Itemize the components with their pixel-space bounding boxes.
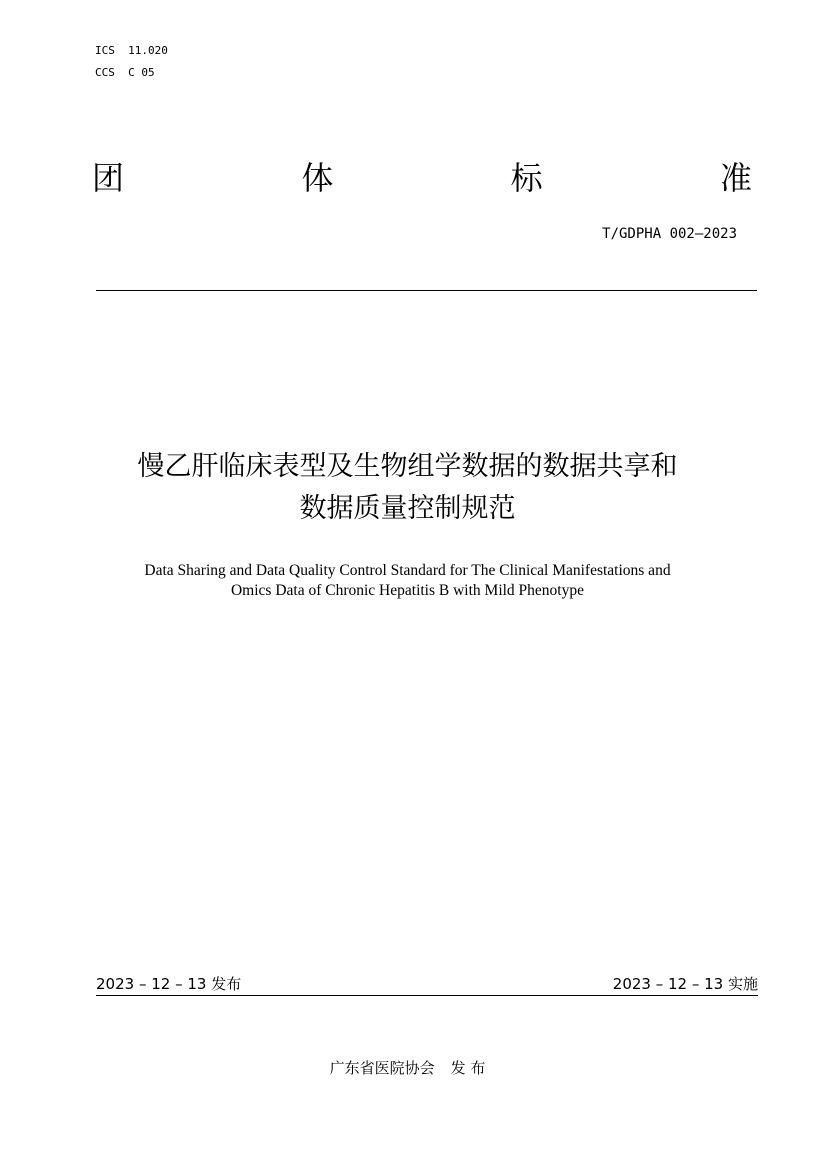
publisher-org: 广东省医院协会 <box>329 1059 435 1077</box>
top-divider <box>96 290 757 291</box>
publisher-line <box>0 1057 815 1078</box>
standard-type-heading <box>92 158 752 198</box>
english-title-line-2: Omics Data of Chronic Hepatitis B with Mild Phenotype <box>230 582 584 599</box>
standard-number: T/GDPHA 002—2023 <box>602 226 737 242</box>
publisher-action: 发 布 <box>450 1059 486 1077</box>
english-title-line-1: Data Sharing and Data Quality Control Standard for The Clinical Manifestations and <box>144 562 671 579</box>
chinese-title-line-1: 慢乙肝临床表型及生物组学数据的数据共享和 <box>137 451 678 482</box>
bottom-divider <box>96 995 758 996</box>
english-title <box>60 561 755 601</box>
std-type-char-1: 团 <box>92 159 125 197</box>
std-type-char-3: 标 <box>510 159 543 197</box>
ccs-code: CCS C 05 <box>95 66 155 79</box>
classification-codes <box>95 40 168 84</box>
chinese-title <box>60 446 755 530</box>
publish-date: 2023 – 12 – 13 发布 <box>96 975 242 993</box>
chinese-title-line-2: 数据质量控制规范 <box>299 493 516 524</box>
std-type-char-4: 准 <box>719 159 752 197</box>
implement-date: 2023 – 12 – 13 实施 <box>612 975 758 993</box>
std-type-char-2: 体 <box>301 159 334 197</box>
ics-code: ICS 11.020 <box>95 44 168 57</box>
